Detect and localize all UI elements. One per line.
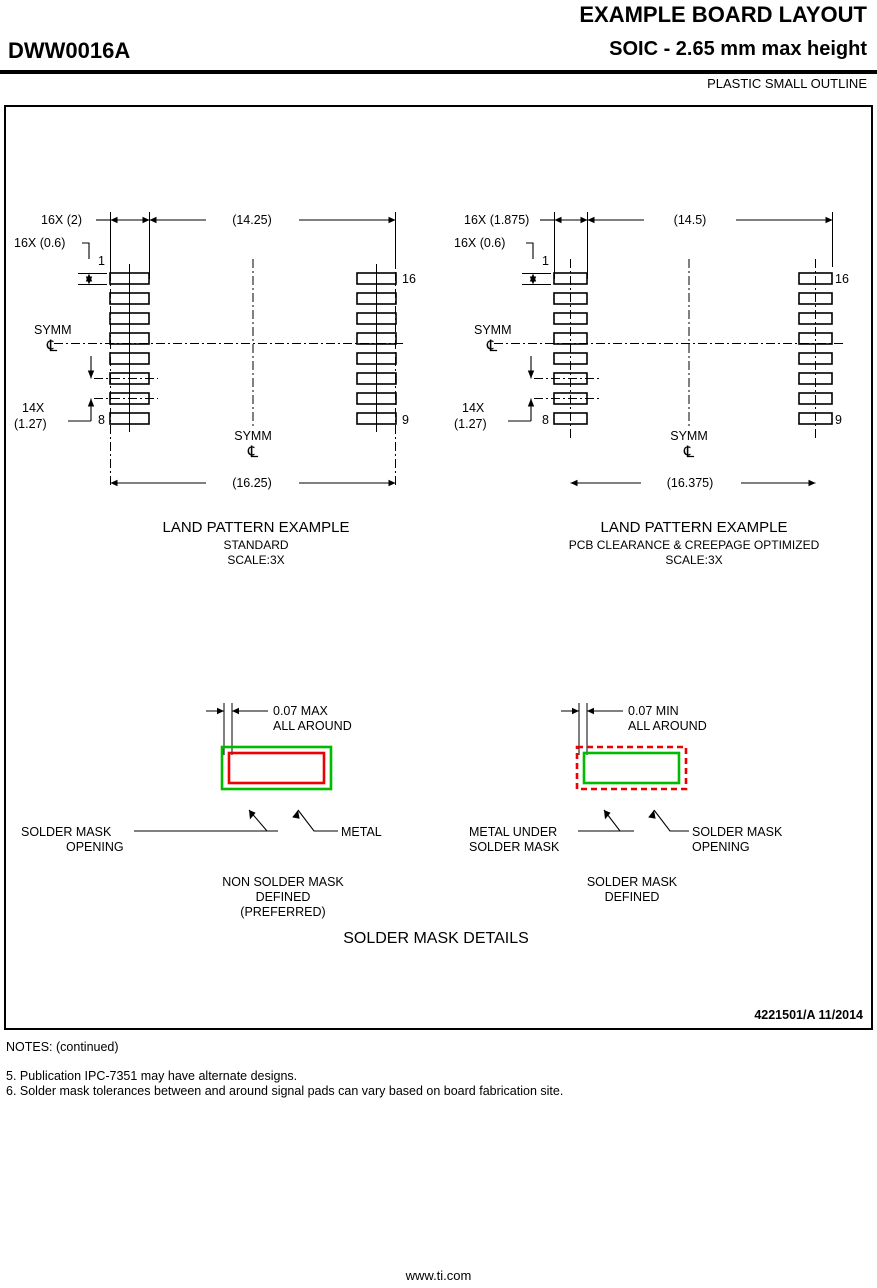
- tolerance-note-label: ALL AROUND: [628, 719, 707, 733]
- dim-inner-span-label: (14.5): [673, 213, 707, 227]
- callout-solder-mask-opening: [648, 810, 783, 854]
- solder-mask-opening-rect: [584, 753, 679, 783]
- dim-outer-span: [111, 476, 396, 490]
- header-divider: [0, 70, 877, 74]
- dim-pad-width-label: 16X (0.6): [14, 236, 66, 250]
- dim-outer-span-label: (16.25): [232, 476, 272, 490]
- detail-caption-line1: NON SOLDER MASK: [222, 875, 344, 889]
- pin-label-9: 9: [835, 413, 842, 427]
- callout-right-line1: SOLDER MASK: [692, 825, 783, 839]
- pin-label-8: 8: [98, 413, 105, 427]
- dim-pad-width: [14, 236, 107, 285]
- land-pattern-caption-subtitle: PCB CLEARANCE & CREEPAGE OPTIMIZED: [568, 538, 820, 552]
- land-pattern-caption-scale: SCALE:3X: [665, 553, 723, 567]
- dim-inner-span: [588, 213, 833, 227]
- callout-metal-under-solder-mask: [469, 810, 634, 854]
- pin-label-9: 9: [402, 413, 409, 427]
- symm-vertical-label: SYMM: [234, 429, 272, 443]
- detail-caption-line3: (PREFERRED): [240, 905, 326, 919]
- package-type-label: SOIC - 2.65 mm max height: [609, 38, 867, 60]
- callout-solder-mask-opening: [21, 810, 278, 854]
- dim-pitch-count-label: 14X: [22, 401, 45, 415]
- dim-pad-length-label: 16X (2): [41, 213, 82, 227]
- tolerance-label: 0.07 MIN: [628, 704, 679, 718]
- pin-label-16: 16: [402, 272, 416, 286]
- land-pattern-caption-scale: SCALE:3X: [227, 553, 285, 567]
- callout-left-line1: SOLDER MASK: [21, 825, 112, 839]
- dim-pad-width: [454, 236, 551, 285]
- metal-rect: [229, 753, 324, 783]
- land-pattern-optimized: [454, 212, 849, 567]
- dim-pad-width-label: 16X (0.6): [454, 236, 506, 250]
- centerline-icon: ℄: [247, 444, 259, 461]
- land-pattern-standard: [14, 212, 416, 567]
- dim-pad-length: [41, 213, 150, 227]
- dim-outer-span-label: (16.375): [666, 476, 714, 490]
- symm-horizontal-label: SYMM: [34, 323, 72, 337]
- page-title: EXAMPLE BOARD LAYOUT: [579, 2, 867, 27]
- dim-pad-length-label: 16X (1.875): [464, 213, 530, 227]
- symm-horizontal-annotation: [34, 323, 72, 355]
- drawing-frame: [4, 105, 873, 1030]
- symm-vertical-annotation: [670, 429, 708, 461]
- part-number-label: DWW0016A: [8, 38, 131, 63]
- dim-pad-length: [464, 213, 588, 227]
- dim-tolerance: [561, 704, 707, 733]
- dim-outer-span: [571, 476, 816, 490]
- callout-metal: [292, 810, 382, 839]
- tolerance-note-label: ALL AROUND: [273, 719, 352, 733]
- note-item-5: 5. Publication IPC-7351 may have alternate designs.: [6, 1069, 298, 1083]
- dim-pitch-count-label: 14X: [462, 401, 485, 415]
- callout-left-line2: OPENING: [66, 840, 124, 854]
- dim-inner-span: [150, 213, 396, 227]
- package-subtitle: PLASTIC SMALL OUTLINE: [707, 76, 867, 91]
- solder-mask-detail-defined: [469, 703, 783, 904]
- note-item-6: 6. Solder mask tolerances between and around signal pads can vary based on board fabrication site.: [6, 1084, 564, 1098]
- tolerance-label: 0.07 MAX: [273, 704, 328, 718]
- land-pattern-caption-title: LAND PATTERN EXAMPLE: [162, 519, 350, 536]
- symm-horizontal-label: SYMM: [474, 323, 512, 337]
- detail-caption-line2: DEFINED: [604, 890, 660, 904]
- centerline-icon: ℄: [486, 338, 498, 355]
- footer-url: www.ti.com: [405, 1268, 472, 1283]
- callout-left-line2: SOLDER MASK: [469, 840, 560, 854]
- dim-pitch-value-label: (1.27): [14, 417, 47, 431]
- pin-label-16: 16: [835, 272, 849, 286]
- solder-mask-detail-non-defined: [21, 703, 382, 919]
- pin-label-1: 1: [98, 254, 105, 268]
- pin-label-8: 8: [542, 413, 549, 427]
- callout-left-line1: METAL UNDER: [469, 825, 558, 839]
- drawing-number-label: 4221501/A 11/2014: [754, 1008, 863, 1022]
- notes-heading: NOTES: (continued): [6, 1040, 119, 1054]
- solder-mask-section-title: SOLDER MASK DETAILS: [343, 930, 529, 947]
- technical-drawing-canvas: [6, 107, 871, 1028]
- callout-right-line2: OPENING: [692, 840, 750, 854]
- symm-horizontal-annotation: [474, 323, 512, 355]
- dim-pitch-value-label: (1.27): [454, 417, 487, 431]
- notes-section: [6, 1040, 563, 1099]
- land-pattern-caption-title: LAND PATTERN EXAMPLE: [600, 519, 788, 536]
- detail-caption-line2: DEFINED: [255, 890, 311, 904]
- centerline-icon: ℄: [683, 444, 695, 461]
- land-pattern-caption-subtitle: STANDARD: [223, 538, 289, 552]
- symm-vertical-annotation: [234, 429, 272, 461]
- pin-label-1: 1: [542, 254, 549, 268]
- detail-caption-line1: SOLDER MASK: [586, 875, 678, 889]
- centerline-icon: ℄: [46, 338, 58, 355]
- symm-vertical-label: SYMM: [670, 429, 708, 443]
- dim-tolerance: [206, 704, 352, 733]
- callout-right-line1: METAL: [341, 825, 382, 839]
- dim-inner-span-label: (14.25): [232, 213, 272, 227]
